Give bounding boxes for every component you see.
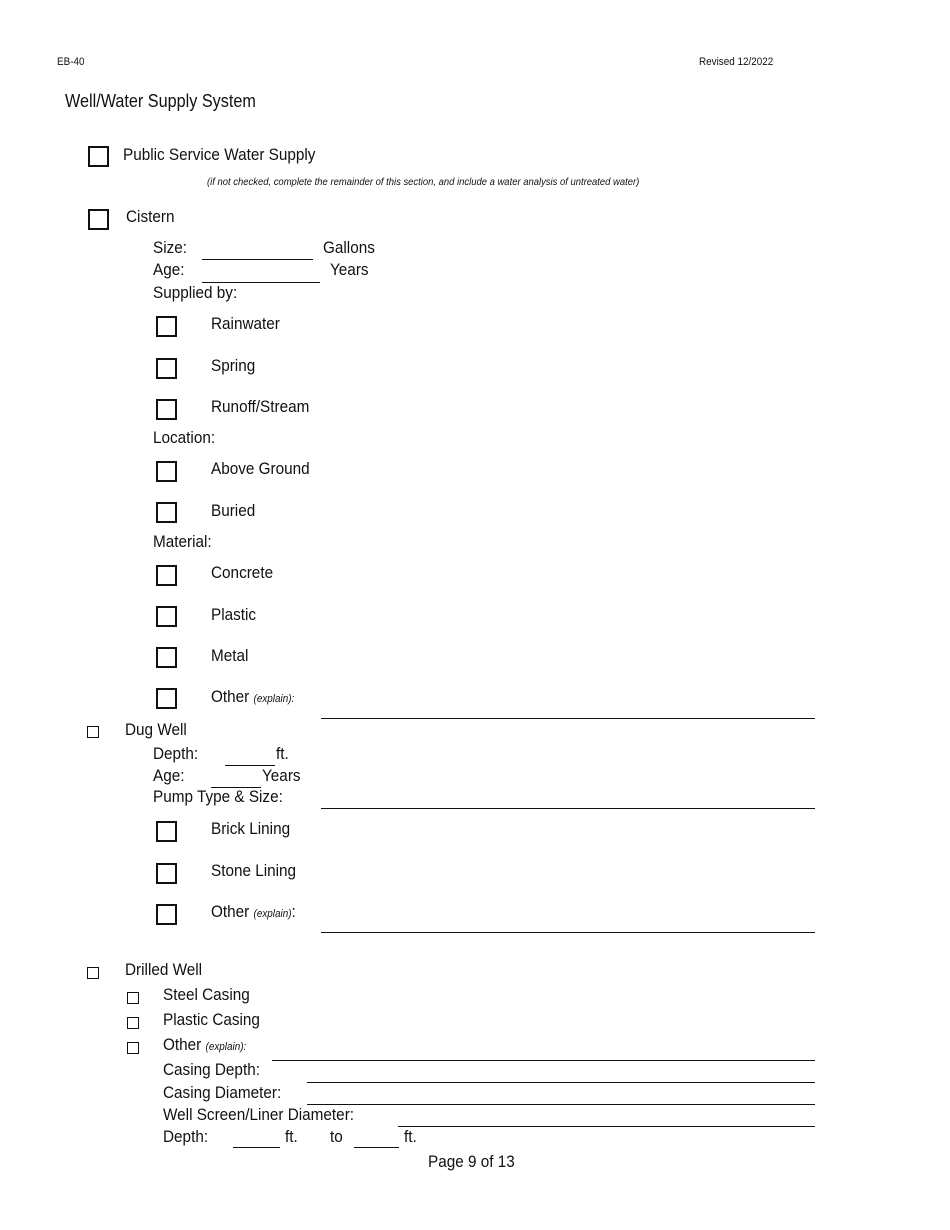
depth-from-unit: ft. [285,1127,298,1146]
brick-lining-checkbox[interactable] [156,821,177,842]
steel-casing-label: Steel Casing [163,985,250,1004]
cistern-other-field[interactable] [321,718,815,719]
size-unit: Gallons [323,238,375,257]
age-unit: Years [330,260,369,279]
dug-other-label: Other (explain): [211,902,296,921]
dug-depth-label: Depth: [153,744,199,763]
dug-age-unit: Years [262,766,301,785]
drilled-other-label: Other (explain): [163,1035,247,1054]
above-ground-checkbox[interactable] [156,461,177,482]
casing-diameter-label: Casing Diameter: [163,1083,282,1102]
depth-to-field[interactable] [354,1147,399,1148]
runoff-checkbox[interactable] [156,399,177,420]
rainwater-checkbox[interactable] [156,316,177,337]
form-id: EB-40 [57,56,85,68]
location-label: Location: [153,428,216,447]
drilled-other-field[interactable] [272,1060,815,1061]
pump-label: Pump Type & Size: [153,787,283,806]
plastic-label: Plastic [211,605,257,624]
plastic-checkbox[interactable] [156,606,177,627]
buried-label: Buried [211,501,256,520]
supplied-by-label: Supplied by: [153,283,238,302]
material-label: Material: [153,532,212,551]
buried-checkbox[interactable] [156,502,177,523]
public-service-label: Public Service Water Supply [123,145,316,164]
size-field[interactable] [202,259,313,260]
spring-label: Spring [211,356,256,375]
drilled-other-checkbox[interactable] [127,1042,139,1054]
cistern-label: Cistern [126,207,175,226]
above-ground-label: Above Ground [211,459,310,478]
screen-diameter-label: Well Screen/Liner Diameter: [163,1105,355,1124]
depth-to-unit: ft. [404,1127,417,1146]
cistern-checkbox[interactable] [88,209,109,230]
size-label: Size: [153,238,188,257]
stone-lining-checkbox[interactable] [156,863,177,884]
cistern-other-label: Other (explain): [211,687,295,706]
concrete-label: Concrete [211,563,274,582]
metal-checkbox[interactable] [156,647,177,668]
page-number: Page 9 of 13 [428,1152,515,1171]
dug-depth-unit: ft. [276,744,289,763]
drilled-well-label: Drilled Well [125,960,203,979]
public-service-note: (if not checked, complete the remainder of this section, and include a water analysis of untreated water) [207,176,640,188]
casing-depth-field[interactable] [307,1082,815,1083]
casing-diameter-field[interactable] [307,1104,815,1105]
metal-label: Metal [211,646,249,665]
drilled-well-checkbox[interactable] [87,967,99,979]
brick-lining-label: Brick Lining [211,819,291,838]
plastic-casing-checkbox[interactable] [127,1017,139,1029]
rainwater-label: Rainwater [211,314,280,333]
revised-date: Revised 12/2022 [699,56,774,68]
dug-other-field[interactable] [321,932,815,933]
section-title: Well/Water Supply System [65,91,256,111]
pump-field[interactable] [321,808,815,809]
spring-checkbox[interactable] [156,358,177,379]
dug-age-label: Age: [153,766,185,785]
casing-depth-label: Casing Depth: [163,1060,260,1079]
dug-well-checkbox[interactable] [87,726,99,738]
depth-to-label: to [330,1127,343,1146]
steel-casing-checkbox[interactable] [127,992,139,1004]
public-service-checkbox[interactable] [88,146,109,167]
stone-lining-label: Stone Lining [211,861,297,880]
dug-well-label: Dug Well [125,720,187,739]
cistern-other-checkbox[interactable] [156,688,177,709]
dug-other-checkbox[interactable] [156,904,177,925]
drilled-depth-label: Depth: [163,1127,209,1146]
plastic-casing-label: Plastic Casing [163,1010,260,1029]
concrete-checkbox[interactable] [156,565,177,586]
runoff-label: Runoff/Stream [211,397,310,416]
screen-diameter-field[interactable] [398,1126,815,1127]
age-label: Age: [153,260,185,279]
depth-from-field[interactable] [233,1147,280,1148]
